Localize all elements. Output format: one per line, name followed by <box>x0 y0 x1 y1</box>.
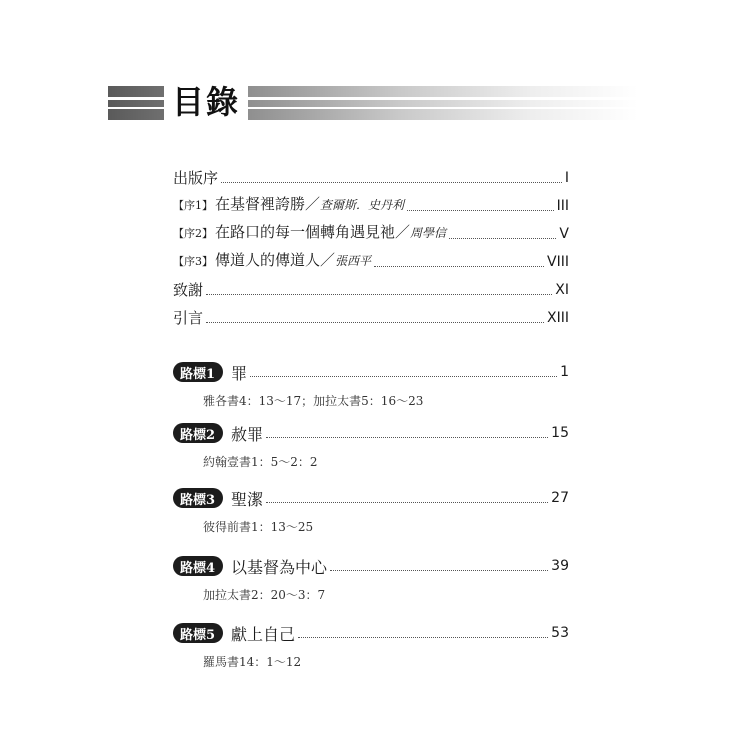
toc-leader-dots <box>449 237 556 239</box>
chapter-title: 罪 <box>231 363 248 383</box>
toc-chapter-5[interactable] <box>173 621 569 645</box>
toc-chapter-2[interactable] <box>173 421 569 445</box>
toc-leader-dots <box>250 375 557 377</box>
toc-entry-page: XI <box>555 282 569 298</box>
toc-leader-dots <box>374 265 544 267</box>
toc-entry-prefix: 【序1】 <box>173 199 213 212</box>
toc-chapter-3[interactable] <box>173 486 569 510</box>
toc-chapter-4[interactable] <box>173 554 569 578</box>
chapter-page: 39 <box>551 558 569 574</box>
toc-entry-page: XIII <box>547 310 569 326</box>
toc-entry-author: 張西平 <box>335 254 372 268</box>
toc-entry-author: 查爾斯．史丹利 <box>320 198 405 212</box>
toc-leader-dots <box>298 636 548 638</box>
chapter-page: 53 <box>551 625 569 641</box>
toc-entry-preface[interactable] <box>173 166 569 188</box>
chapter-title: 以基督為中心 <box>231 557 328 577</box>
chapter-title: 獻上自己 <box>231 624 296 644</box>
chapter-badge: 路標1 <box>173 362 223 382</box>
toc-entry-foreword-3[interactable] <box>173 250 569 272</box>
chapter-page: 27 <box>551 490 569 506</box>
toc-entry-page: III <box>556 198 569 214</box>
toc-entry-label: 傳道人的傳道人／ <box>215 251 336 269</box>
chapter-page: 1 <box>560 364 569 380</box>
toc-leader-dots <box>266 436 548 438</box>
toc-leader-dots <box>330 569 548 571</box>
chapter-badge: 路標5 <box>173 623 223 643</box>
toc-leader-dots <box>221 181 562 183</box>
chapter-badge: 路標3 <box>173 488 223 508</box>
toc-entry-label: 致謝 <box>173 281 204 299</box>
toc-entry-label: 在路口的每一個轉角遇見祂／ <box>215 223 411 241</box>
toc-entry-introduction[interactable] <box>173 306 569 328</box>
chapter-badge: 路標4 <box>173 556 223 576</box>
toc-entry-prefix: 【序2】 <box>173 227 213 240</box>
toc-chapter-1[interactable] <box>173 360 569 384</box>
chapter-scripture-ref: 約翰壹書1：5～2：2 <box>203 455 318 469</box>
toc-entry-author: 周學信 <box>410 226 447 240</box>
chapter-scripture-ref: 羅馬書14：1～12 <box>203 655 302 669</box>
chapter-badge: 路標2 <box>173 423 223 443</box>
chapter-scripture-ref: 彼得前書1：13～25 <box>203 520 314 534</box>
toc-leader-dots <box>266 501 548 503</box>
toc-entry-page: VIII <box>547 254 569 270</box>
toc-entry-acknowledgements[interactable] <box>173 278 569 300</box>
chapter-title: 赦罪 <box>231 424 264 444</box>
toc-entry-page: I <box>564 170 569 186</box>
toc-leader-dots <box>206 321 544 323</box>
chapter-title: 聖潔 <box>231 489 264 509</box>
toc-entry-label: 出版序 <box>173 169 219 187</box>
toc-entry-label: 在基督裡誇勝／ <box>215 195 321 213</box>
toc-leader-dots <box>407 209 554 211</box>
toc-entry-foreword-2[interactable] <box>173 222 569 244</box>
page-title: 目錄 <box>164 80 248 124</box>
chapter-page: 15 <box>551 425 569 441</box>
toc-entry-label: 引言 <box>173 309 204 327</box>
toc-entry-foreword-1[interactable] <box>173 194 569 216</box>
chapter-scripture-ref: 雅各書4：13～17；加拉太書5：16～23 <box>203 394 424 408</box>
toc-leader-dots <box>206 293 552 295</box>
toc-entry-page: V <box>559 226 569 242</box>
chapter-scripture-ref: 加拉太書2：20～3：7 <box>203 588 326 602</box>
toc-entry-prefix: 【序3】 <box>173 255 213 268</box>
